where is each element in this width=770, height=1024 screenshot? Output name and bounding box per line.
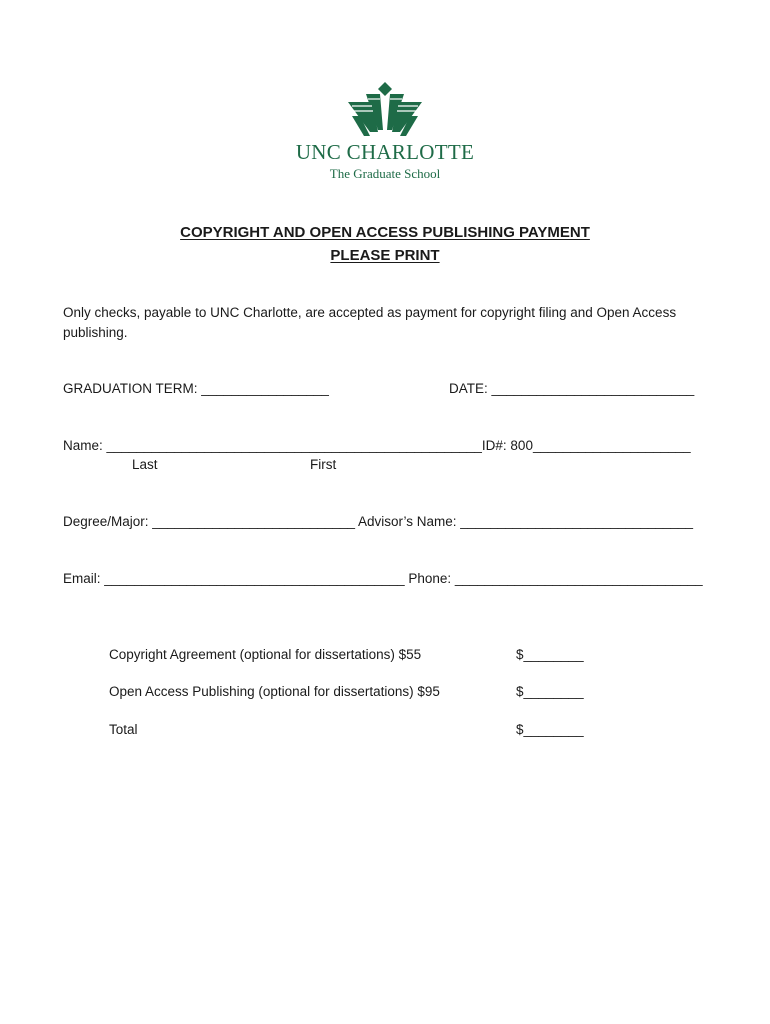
name-first-label: First — [310, 457, 337, 472]
crown-leaf-logo-icon — [342, 80, 428, 140]
open-access-amount[interactable]: $________ — [516, 684, 584, 699]
open-access-label: Open Access Publishing (optional for dissertations) $95 — [109, 684, 440, 699]
form-subtitle: PLEASE PRINT — [330, 247, 440, 264]
name-last-label: Last — [132, 457, 158, 472]
form-title: COPYRIGHT AND OPEN ACCESS PUBLISHING PAYMENT — [180, 224, 590, 241]
intro-line-2: publishing. — [63, 325, 128, 340]
total-label: Total — [109, 722, 138, 737]
intro-line-1: Only checks, payable to UNC Charlotte, are accepted as payment for copyright filing and Open Access — [63, 305, 677, 320]
total-amount[interactable]: $________ — [516, 722, 584, 737]
unc-charlotte-logo — [290, 80, 480, 185]
logo-name: UNC CHARLOTTE — [295, 140, 475, 164]
graduation-term-field[interactable]: GRADUATION TERM: _________________ — [63, 381, 329, 396]
logo-subtitle: The Graduate School — [329, 166, 441, 181]
degree-advisor-field[interactable]: Degree/Major: ___________________________ Advisor’s Name: _______________________________ — [63, 514, 694, 529]
copyright-agreement-label: Copyright Agreement (optional for dissertations) $55 — [109, 647, 422, 662]
email-phone-field[interactable]: Email: ________________________________________ Phone: _________________________________ — [63, 571, 703, 586]
name-id-field[interactable]: Name: __________________________________________________ID#: 800_____________________ — [63, 438, 691, 453]
copyright-agreement-amount[interactable]: $________ — [516, 647, 584, 662]
date-field[interactable]: DATE: ___________________________ — [449, 381, 695, 396]
